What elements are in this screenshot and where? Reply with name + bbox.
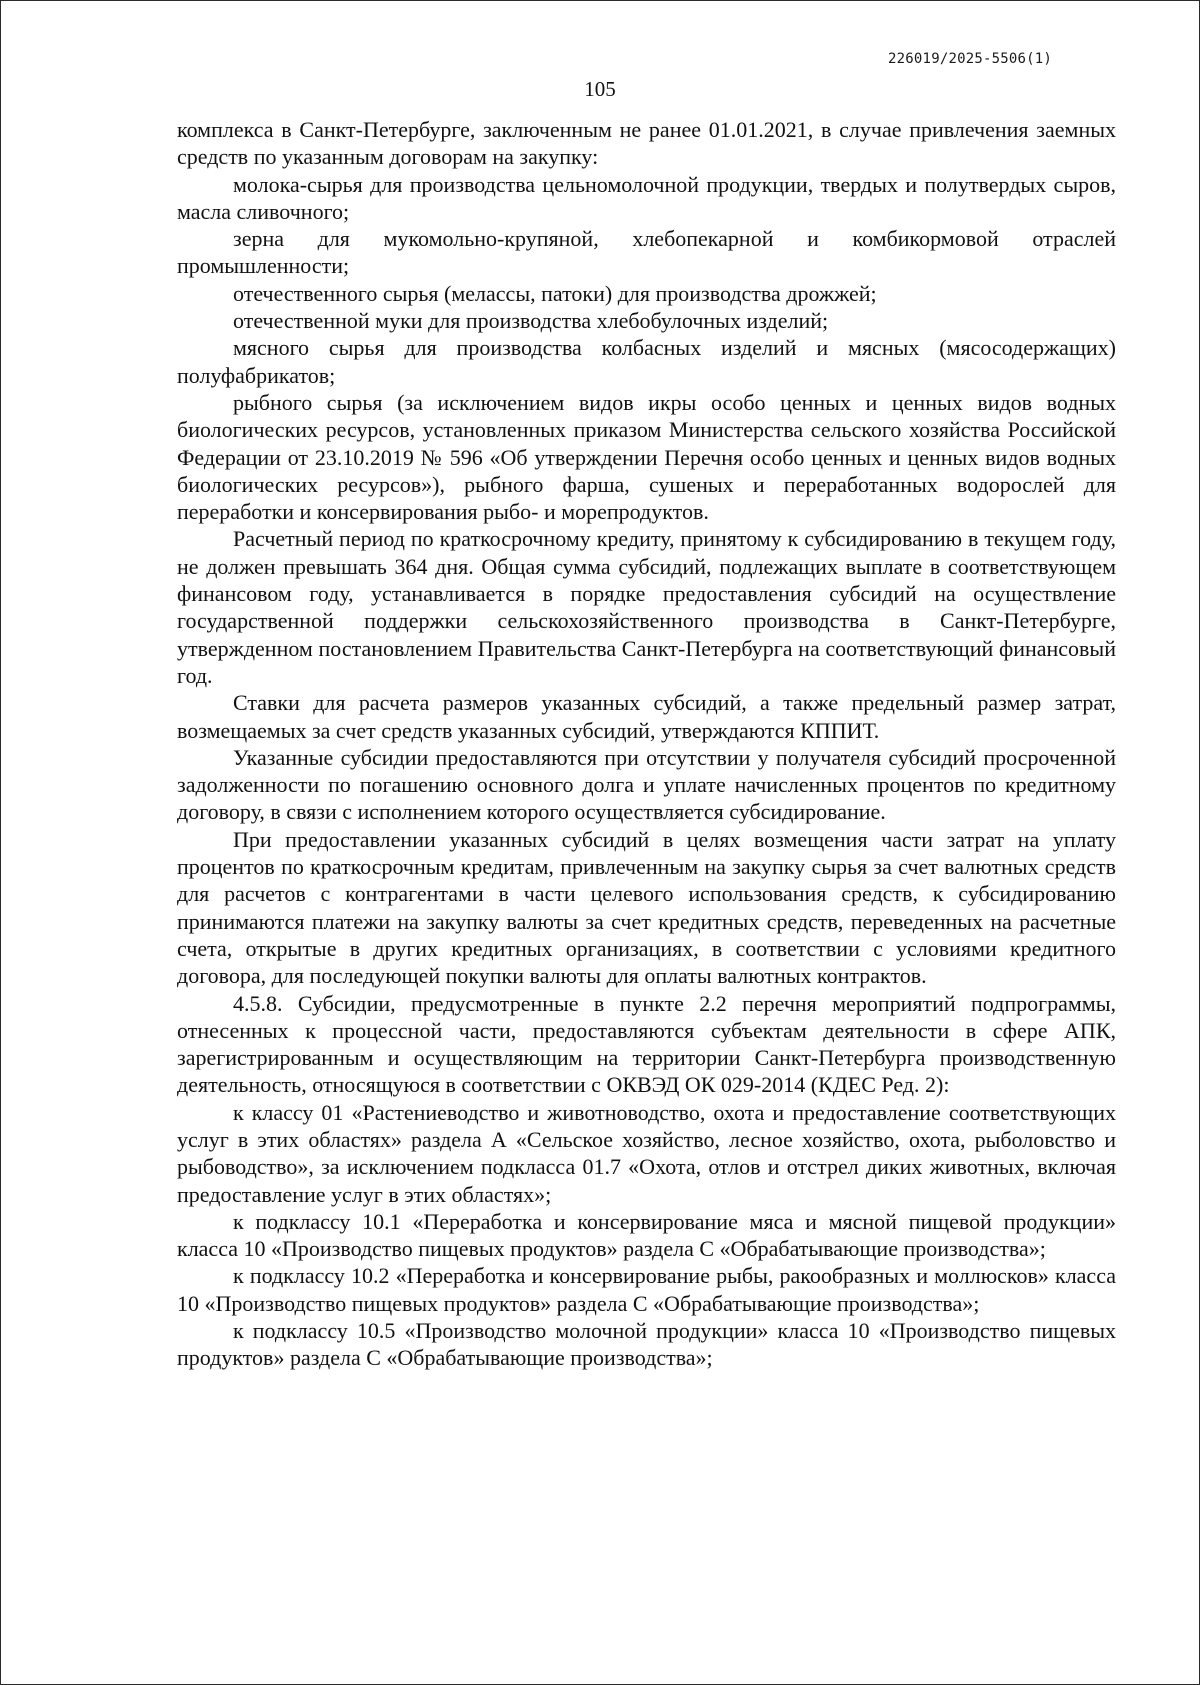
paragraph: зерна для мукомольно-крупяной, хлебопекарной и комбикормовой отраслей промышленности; (177, 226, 1116, 279)
paragraph: отечественной муки для производства хлебобулочных изделий; (233, 308, 829, 334)
paragraph: к подклассу 10.1 «Переработка и консервирование мяса и мясной пищевой продукции» класса 10 «Производство пищевых продуктов» раздела С «Обрабатывающие производства»; (177, 1208, 1116, 1262)
paragraph: Ставки для расчета размеров указанных субсидий, а также предельный размер затрат, возмещаемых за счет средств указанных субсидий, утверждаются КППИТ. (177, 690, 1116, 743)
paragraph: Указанные субсидии предоставляются при отсутствии у получателя субсидий просроченной задолженности по погашению основного долга и уплате начисленных процентов по кредитному договору, в связи с исполнением которого осуществляется субсидирование. (177, 744, 1116, 825)
paragraph: комплекса в Санкт-Петербурге, заключенным не ранее 01.01.2021, в случае привлечения заемных средств по указанным договорам на закупку: (177, 117, 1116, 170)
paragraph: к подклассу 10.5 «Производство молочной продукции» класса 10 «Производство пищевых продуктов» раздела С «Обрабатывающие производства»; (177, 1318, 1116, 1371)
document-body (177, 116, 1116, 1372)
paragraph: рыбного сырья (за исключением видов икры особо ценных и ценных видов водных биологических ресурсов, установленных приказом Министерства сельского хозяйства Российской Федерации от 23.10.2019 № 596 «Об утверждении Перечня особо ценных и ценных видов водных биологических ресурсов»), рыбного фарша, сушеных и переработанных водорослей для переработки и консервирования рыбо- и морепродуктов. (177, 389, 1116, 525)
paragraph: отечественного сырья (мелассы, патоки) для производства дрожжей; (233, 280, 877, 306)
paragraph: 4.5.8. Субсидии, предусмотренные в пункте 2.2 перечня мероприятий подпрограммы, отнесенных к процессной части, предоставляются субъектам деятельности в сфере АПК, зарегистрированным и осуществляющим на территории Санкт-Петербурга производственную деятельность, относящуюся в соответствии с ОКВЭД ОК 029-2014 (КДЕС Ред. 2): (177, 990, 1116, 1098)
paragraph: к подклассу 10.2 «Переработка и консервирование рыбы, ракообразных и моллюсков» класса 10 «Производство пищевых продуктов» раздела С «Обрабатывающие производства»; (177, 1263, 1116, 1316)
document-code: 226019/2025-5506(1) (888, 51, 1052, 67)
paragraph: Расчетный период по краткосрочному кредиту, принятому к субсидированию в текущем году, не должен превышать 364 дня. Общая сумма субсидий, подлежащих выплате в соответствующем финансовом году, устанавливается в порядке предоставления субсидий на осуществление государственной поддержки сельскохозяйственного производства в Санкт-Петербурге, утвержденном постановлением Правительства Санкт-Петербурга на соответствующий финансовый год. (177, 526, 1116, 688)
paragraph: При предоставлении указанных субсидий в целях возмещения части затрат на уплату процентов по краткосрочным кредитам, привлеченным на закупку сырья за счет валютных средств для расчетов с контрагентами в части целевого использования средств, к субсидированию принимаются платежи на закупку валюты за счет кредитных средств, переведенных на расчетные счета, открытые в других кредитных организациях, в соответствии с условиями кредитного договора, для последующей покупки валюты для оплаты валютных контрактов. (177, 826, 1116, 989)
paragraph: к классу 01 «Растениеводство и животноводство, охота и предоставление соответствующих услуг в этих областях» раздела А «Сельское хозяйство, лесное хозяйство, охота, рыболовство и рыбоводство», за исключением подкласса 01.7 «Охота, отлов и отстрел диких животных, включая предоставление услуг в этих областях»; (177, 1099, 1116, 1207)
paragraph: мясного сырья для производства колбасных изделий и мясных (мясосодержащих) полуфабрикатов; (177, 335, 1116, 388)
paragraph: молока-сырья для производства цельномолочной продукции, твердых и полутвердых сыров, масла сливочного; (177, 171, 1116, 224)
page-number: 105 (584, 77, 616, 101)
